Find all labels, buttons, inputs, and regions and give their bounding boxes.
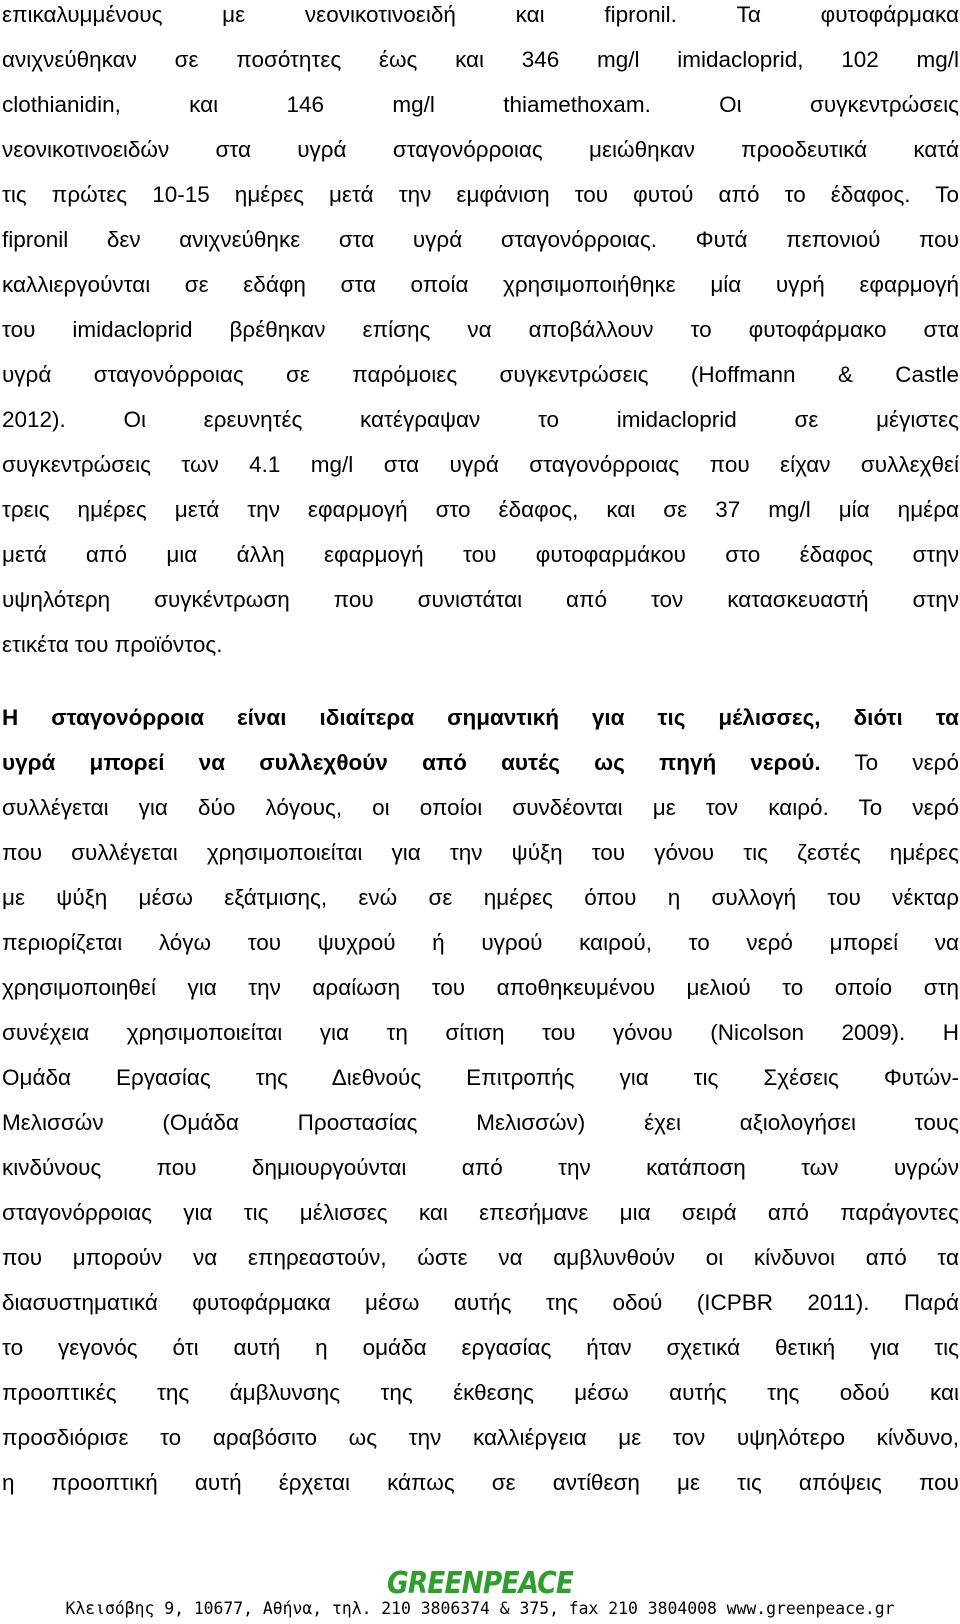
paragraph-line: ανιχνεύθηκαν σε ποσότητες έως και 346 mg/l imidacloprid, 102 mg/l bbox=[2, 47, 959, 72]
paragraph-2 bbox=[2, 695, 959, 1505]
paragraph-line: διασυστηματικά φυτοφάρμακα μέσω αυτής της οδού (ICPBR 2011). Παρά bbox=[2, 1290, 959, 1315]
paragraph-1 bbox=[2, 0, 959, 667]
paragraph-line: συγκεντρώσεις των 4.1 mg/l στα υγρά σταγονόρροιας που είχαν συλλεχθεί bbox=[2, 452, 959, 477]
paragraph-line: νεονικοτινοειδών στα υγρά σταγονόρροιας μειώθηκαν προοδευτικά κατά bbox=[2, 137, 959, 162]
paragraph-line: σταγονόρροιας για τις μέλισσες και επεσήμανε μια σειρά από παράγοντες bbox=[2, 1200, 959, 1225]
paragraph-line: που συλλέγεται χρησιμοποιείται για την ψύξη του γόνου τις ζεστές ημέρες bbox=[2, 840, 959, 865]
paragraph-line: τις πρώτες 10-15 ημέρες μετά την εμφάνιση του φυτού από το έδαφος. Το bbox=[2, 182, 959, 207]
bold-heading-line: Η σταγονόρροια είναι ιδιαίτερα σημαντική για τις μέλισσες, διότι τα bbox=[2, 705, 959, 730]
paragraph-line: ετικέτα του προϊόντος. bbox=[2, 632, 223, 657]
paragraph-line: Ομάδα Εργασίας της Διεθνούς Επιτροπής για τις Σχέσεις Φυτών- bbox=[2, 1065, 959, 1090]
paragraph-line: του imidacloprid βρέθηκαν επίσης να αποβάλλουν το φυτοφάρμακο στα bbox=[2, 317, 959, 342]
paragraph-text: Το νερό bbox=[820, 750, 959, 775]
page-footer bbox=[0, 1566, 960, 1624]
paragraph-line: συλλέγεται για δύο λόγους, οι οποίοι συνδέονται με τον καιρό. Το νερό bbox=[2, 795, 959, 820]
paragraph-line: προσδιόρισε το αραβόσιτο ως την καλλιέργεια με τον υψηλότερο κίνδυνο, bbox=[2, 1425, 959, 1450]
paragraph-line: η προοπτική αυτή έρχεται κάπως σε αντίθεση με τις απόψεις που bbox=[2, 1470, 959, 1495]
paragraph-line: 2012). Οι ερευνητές κατέγραψαν το imidacloprid σε μέγιστες bbox=[2, 407, 959, 432]
paragraph-line: υψηλότερη συγκέντρωση που συνιστάται από τον κατασκευαστή στην bbox=[2, 587, 959, 612]
paragraph-line: προοπτικές της άμβλυνσης της έκθεσης μέσω αυτής της οδού και bbox=[2, 1380, 959, 1405]
paragraph-line: clothianidin, και 146 mg/l thiamethoxam. Οι συγκεντρώσεις bbox=[2, 92, 959, 117]
paragraph-line: υγρά σταγονόρροιας σε παρόμοιες συγκεντρώσεις (Hoffmann & Castle bbox=[2, 362, 959, 387]
paragraph-line: περιορίζεται λόγω του ψυχρού ή υγρού καιρού, το νερό μπορεί να bbox=[2, 930, 959, 955]
paragraph-line: με ψύξη μέσω εξάτμισης, ενώ σε ημέρες όπου η συλλογή του νέκταρ bbox=[2, 885, 959, 910]
paragraph-line: χρησιμοποιηθεί για την αραίωση του αποθηκευμένου μελιού το οποίο στη bbox=[2, 975, 959, 1000]
paragraph-line: μετά από μια άλλη εφαρμογή του φυτοφαρμάκου στο έδαφος στην bbox=[2, 542, 959, 567]
paragraph-line: που μπορούν να επηρεαστούν, ώστε να αμβλυνθούν οι κίνδυνοι από τα bbox=[2, 1245, 959, 1270]
footer-address: Κλεισόβης 9, 10677, Αθήνα, τηλ. 210 3806374 & 375, fax 210 3804008 www.greenpeace.gr bbox=[65, 1599, 895, 1618]
paragraph-line: τρεις ημέρες μετά την εφαρμογή στο έδαφος, και σε 37 mg/l μία ημέρα bbox=[2, 497, 959, 522]
bold-heading-line-end: υγρά μπορεί να συλλεχθούν από αυτές ως πηγή νερού. bbox=[2, 750, 821, 775]
paragraph-line: Μελισσών (Ομάδα Προστασίας Μελισσών) έχει αξιολογήσει τους bbox=[2, 1110, 959, 1135]
greenpeace-logo bbox=[384, 1566, 576, 1601]
paragraph-line: καλλιεργούνται σε εδάφη στα οποία χρησιμοποιήθηκε μία υγρή εφαρμογή bbox=[2, 272, 959, 297]
paragraph-line-mixed bbox=[2, 740, 959, 785]
svg-text:GREENPEACE: GREENPEACE bbox=[387, 1566, 575, 1601]
paragraph-line: συνέχεια χρησιμοποιείται για τη σίτιση του γόνου (Nicolson 2009). Η bbox=[2, 1020, 959, 1045]
paragraph-line: το γεγονός ότι αυτή η ομάδα εργασίας ήταν σχετικά θετική για τις bbox=[2, 1335, 959, 1360]
paragraph-line: επικαλυμμένους με νεονικοτινοειδή και fipronil. Τα φυτοφάρμακα bbox=[2, 2, 959, 27]
paragraph-line: κινδύνους που δημιουργούνται από την κατάποση των υγρών bbox=[2, 1155, 959, 1180]
paragraph-line: fipronil δεν ανιχνεύθηκε στα υγρά σταγονόρροιας. Φυτά πεπονιού που bbox=[2, 227, 959, 252]
